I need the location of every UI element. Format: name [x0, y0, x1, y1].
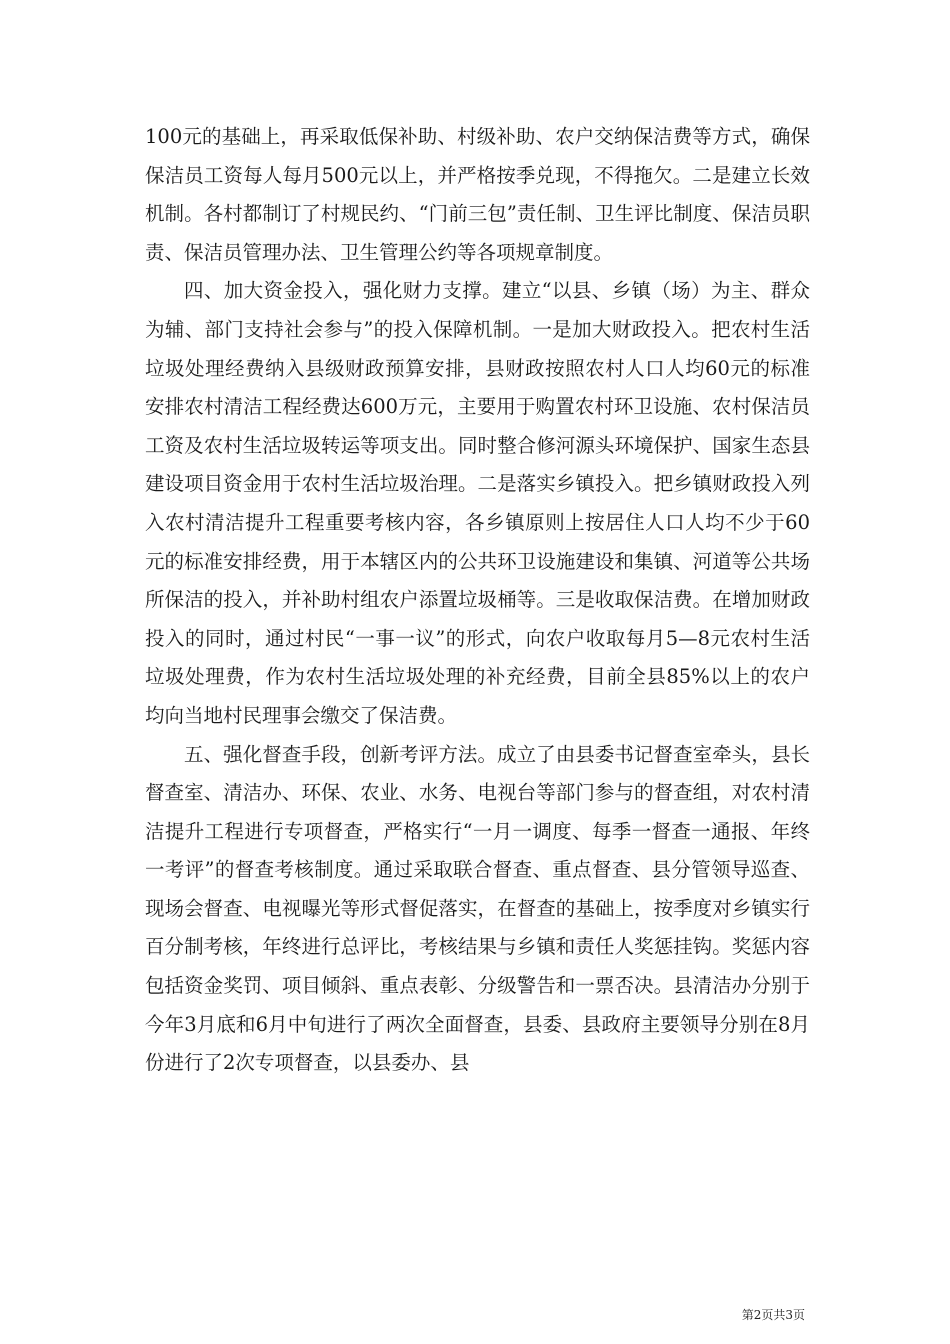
page-number-footer: 第2页共3页: [741, 1308, 805, 1322]
paragraph-continuation: 100元的基础上，再采取低保补助、村级补助、农户交纳保洁费等方式，确保保洁员工资每人每月500元以上，并严格按季兑现，不得拖欠。二是建立长效机制。各村都制订了村规民约、“门前三包”责任制、卫生评比制度、保洁员职责、保洁员管理办法、卫生管理公约等各项规章制度。: [145, 125, 810, 264]
paragraph-section-four: 四、加大资金投入，强化财力支撑。建立“以县、乡镇（场）为主、群众为辅、部门支持社会参与”的投入保障机制。一是加大财政投入。把农村生活垃圾处理经费纳入县级财政预算安排，县财政按照农村人口人均60元的标准安排农村清洁工程经费达600万元，主要用于购置农村环卫设施、农村保洁员工资及农村生活垃圾转运等项支出。同时整合修河源头环境保护、国家生态县建设项目资金用于农村生活垃圾治理。二是落实乡镇投入。把乡镇财政投入列入农村清洁提升工程重要考核内容，各乡镇原则上按居住人口人均不少于60元的标准安排经费，用于本辖区内的公共环卫设施建设和集镇、河道等公共场所保洁的投入，并补助村组农户添置垃圾桶等。三是收取保洁费。在增加财政投入的同时，通过村民“一事一议”的形式，向农户收取每月5—8元农村生活垃圾处理费，作为农村生活垃圾处理的补充经费，目前全县85%以上的农户均向当地村民理事会缴交了保洁费。: [145, 279, 810, 727]
paragraph-section-five: 五、强化督查手段，创新考评方法。成立了由县委书记督查室牵头，县长督查室、清洁办、环保、农业、水务、电视台等部门参与的督查组，对农村清洁提升工程进行专项督查，严格实行“一月一调度、每季一督查一通报、年终一考评”的督查考核制度。通过采取联合督查、重点督查、县分管领导巡查、现场会督查、电视曝光等形式督促落实，在督查的基础上，按季度对乡镇实行百分制考核，年终进行总评比，考核结果与乡镇和责任人奖惩挂钩。奖惩内容包括资金奖罚、项目倾斜、重点表彰、分级警告和一票否决。县清洁办分别于今年3月底和6月中旬进行了两次全面督查，县委、县政府主要领导分别在8月份进行了2次专项督查，以县委办、县: [145, 742, 810, 1075]
document-body: [145, 118, 810, 1083]
